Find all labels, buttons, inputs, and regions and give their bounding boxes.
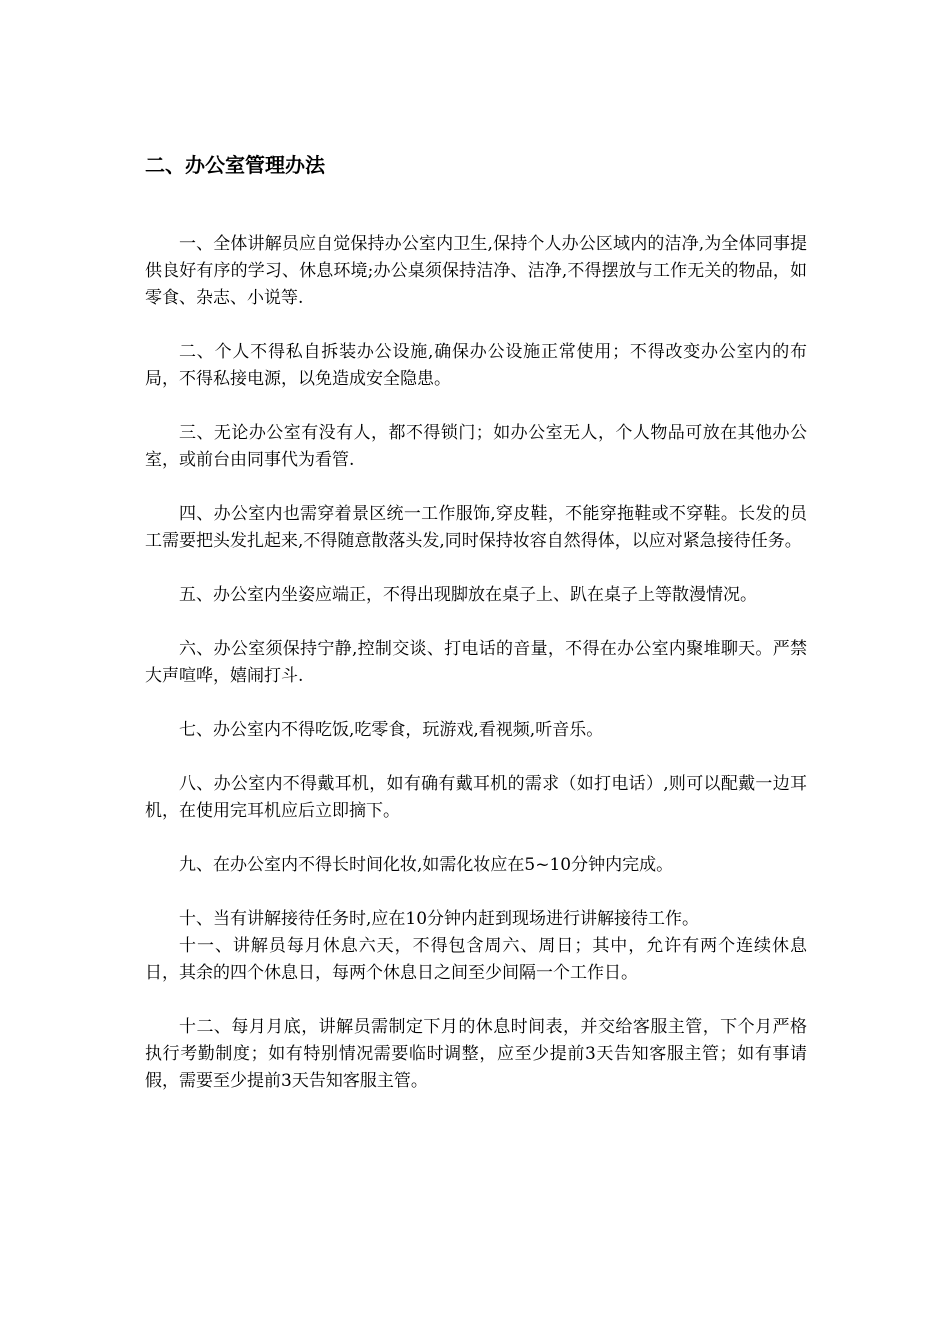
rule-1: 一、全体讲解员应自觉保持办公室内卫生,保持个人办公区域内的洁净,为全体同事提供良好有序的学习、休息环境;办公桌须保持洁净、洁净,不得摆放与工作无关的物品，如零食、杂志、小说等.: [145, 234, 807, 308]
rule-4: 四、办公室内也需穿着景区统一工作服饰,穿皮鞋，不能穿拖鞋或不穿鞋。长发的员工需要把头发扎起来,不得随意散落头发,同时保持妆容自然得体，以应对紧急接待任务。: [145, 504, 807, 551]
rule-6: 六、办公室须保持宁静,控制交谈、打电话的音量，不得在办公室内聚堆聊天。严禁大声喧哗，嬉闹打斗.: [145, 639, 807, 686]
rule-3: 三、无论办公室有没有人，都不得锁门；如办公室无人，个人物品可放在其他办公室，或前台由同事代为看管.: [145, 423, 807, 470]
rule-12: 十二、每月月底，讲解员需制定下月的休息时间表，并交给客服主管，下个月严格执行考勤制度；如有特别情况需要临时调整，应至少提前3天告知客服主管；如有事请假，需要至少提前3天告知客服主管。: [145, 1017, 807, 1091]
rule-9: 九、在办公室内不得长时间化妆,如需化妆应在5~10分钟内完成。: [179, 855, 674, 875]
section-heading: 二、办公室管理办法: [145, 153, 325, 177]
rule-7: 七、办公室内不得吃饭,吃零食，玩游戏,看视频,听音乐。: [179, 720, 604, 740]
rule-11: 十一、讲解员每月休息六天，不得包含周六、周日；其中，允许有两个连续休息日，其余的四个休息日，每两个休息日之间至少间隔一个工作日。: [145, 936, 807, 983]
rule-2: 二、个人不得私自拆装办公设施,确保办公设施正常使用；不得改变办公室内的布局，不得私接电源，以免造成安全隐患。: [145, 342, 807, 389]
rules-list: [145, 231, 807, 1095]
rule-8: 八、办公室内不得戴耳机，如有确有戴耳机的需求（如打电话）,则可以配戴一边耳机，在使用完耳机应后立即摘下。: [145, 774, 807, 821]
rule-5: 五、办公室内坐姿应端正，不得出现脚放在桌子上、趴在桌子上等散漫情况。: [179, 585, 757, 605]
rule-10: 十、当有讲解接待任务时,应在10分钟内赶到现场进行讲解接待工作。: [179, 909, 700, 929]
